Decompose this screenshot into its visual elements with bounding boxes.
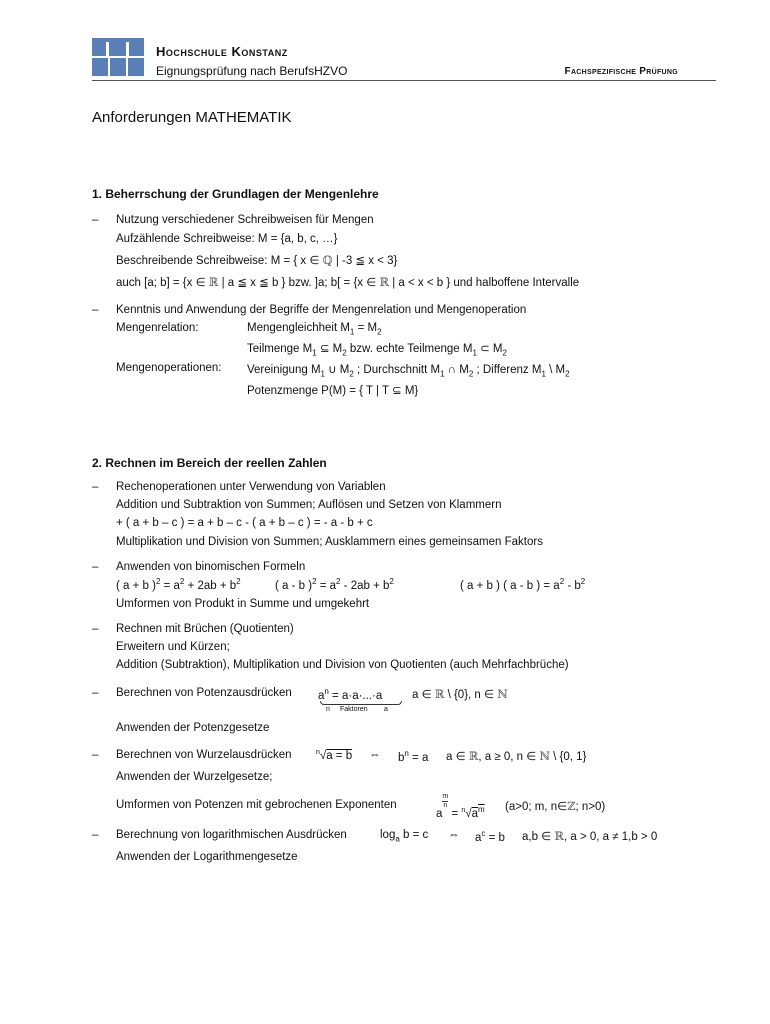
underbrace-n: n: [326, 706, 330, 713]
binomial-formula-2: ( a - b )$^2 = a^2 - 2ab + b^2$: [275, 577, 394, 592]
s2-i6-line1: Berechnung von logarithmischen Ausdrücken: [116, 829, 347, 841]
s2-i3-line1: Rechnen mit Brüchen (Quotienten): [116, 623, 294, 635]
root-condition: a ∈ ℝ, a ≥ 0, n ∈ ℕ \ {0, 1}: [446, 749, 587, 763]
mengenoperationen: Vereinigung $M_1$ ∪ $M_2$ ; Durchschnitt $M_1$ ∩ $M_2$ ; Differenz $M_1$ \ $M_2$: [247, 364, 570, 379]
header-right: Fachspezifische Prüfung: [564, 66, 678, 77]
header-subtitle: Eignungsprüfung nach BerufsHZVO: [156, 64, 348, 78]
page-title: Anforderungen MATHEMATIK: [92, 109, 292, 126]
teilmenge: Teilmenge $M_1$ ⊆ $M_2$ bzw. echte Teilmenge $M_1$ ⊂ $M_2$: [247, 343, 507, 358]
header-rule: [92, 80, 716, 81]
s1-item1-line1: Nutzung verschiedener Schreibweisen für Mengen: [116, 214, 374, 226]
equivalence-arrow: ⇔: [369, 749, 381, 761]
equivalence-arrow: ⇔: [448, 829, 460, 841]
mengengleichheit: Mengengleichheit $M_1 = M_2$: [247, 322, 382, 337]
underbrace: [320, 701, 402, 705]
s2-i4-line1: Berechnen von Potenzausdrücken: [116, 687, 292, 699]
log-condition: a,b ∈ ℝ, a > 0, a ≠ 1,b > 0: [522, 829, 658, 843]
s2-i5-line2: Anwenden der Wurzelgesetze;: [116, 771, 273, 783]
fractional-power: a $\frac{m}{n}$ = $^n√a^m$: [436, 793, 485, 820]
s1-item1-line4: auch [a; b] = {x ∈ ℝ | a ≦ x ≦ b } bzw. ]a; b[ = {x ∈ ℝ | a < x < b } und halboffene Intervalle: [116, 275, 580, 289]
s2-i5-line1: Berechnen von Wurzelausdrücken: [116, 749, 292, 761]
bullet-dash: –: [92, 687, 99, 699]
root-power: $b^n = a$: [398, 749, 429, 764]
s2-i2-line3: Umformen von Produkt in Summe und umgekehrt: [116, 598, 370, 610]
power-condition: a ∈ ℝ \ {0}, n ∈ ℕ: [412, 687, 508, 701]
section2-heading: 2. Rechnen im Bereich der reellen Zahlen: [92, 456, 327, 470]
power-expression: $a^n = a\cdot a\cdot...\cdot a$: [318, 687, 383, 702]
s2-i6-line2: Anwenden der Logarithmengesetze: [116, 851, 298, 863]
university-logo-icon: [92, 38, 144, 76]
root-expression: $^n$√a = b: [316, 749, 353, 762]
bullet-dash: –: [92, 481, 99, 493]
bullet-dash: –: [92, 561, 99, 573]
bullet-dash: –: [92, 623, 99, 635]
bullet-dash: –: [92, 749, 99, 761]
s2-i4-line2: Anwenden der Potenzgesetze: [116, 722, 270, 734]
s2-i3-line3: Addition (Subtraktion), Multiplikation und Division von Quotienten (auch Mehrfachbrüche): [116, 659, 569, 671]
binomial-formula-3: ( a + b ) ( a - b ) = $a^2 - b^2$: [460, 577, 586, 592]
s1-item1-line3: Beschreibende Schreibweise: M = { x ∈ ℚ | -3 ≦ x < 3}: [116, 253, 398, 267]
mengenoperationen-label: Mengenoperationen:: [116, 362, 222, 374]
s2-i1-line1: Rechenoperationen unter Verwendung von Variablen: [116, 481, 386, 493]
log-expression: $\log_a b = c$: [380, 829, 429, 844]
fractional-condition: (a>0; m, n∈ℤ; n>0): [505, 799, 606, 813]
s1-item1-line2: Aufzählende Schreibweise: M = {a, b, c, …}: [116, 233, 338, 245]
potenzmenge: Potenzmenge P(M) = { T | T ⊆ M}: [247, 385, 419, 397]
s1-item2-line1: Kenntnis und Anwendung der Begriffe der Mengenrelation und Mengenoperation: [116, 304, 527, 316]
s2-i1-line4: Multiplikation und Division von Summen; Ausklammern eines gemeinsamen Faktors: [116, 536, 543, 548]
underbrace-faktoren: Faktoren: [340, 706, 368, 713]
binomial-formula-1: ( a + b )$^2 = a^2 + 2ab + b^2$: [116, 577, 241, 592]
bullet-dash: –: [92, 304, 99, 316]
s2-i1-line3: + ( a + b – c ) = a + b – c - ( a + b – c ) = - a - b + c: [116, 517, 373, 529]
section1-heading: 1. Beherrschung der Grundlagen der Mengenlehre: [92, 187, 379, 201]
s2-i2-line1: Anwenden von binomischen Formeln: [116, 561, 306, 573]
s2-i3-line2: Erweitern und Kürzen;: [116, 641, 230, 653]
bullet-dash: –: [92, 214, 99, 226]
bullet-dash: –: [92, 829, 99, 841]
s2-i1-line2: Addition und Subtraktion von Summen; Auflösen und Setzen von Klammern: [116, 499, 502, 511]
s2-i5-line3: Umformen von Potenzen mit gebrochenen Exponenten: [116, 799, 397, 811]
institution-name: Hochschule Konstanz: [156, 44, 288, 59]
underbrace-a: a: [384, 706, 388, 713]
mengenrelation-label: Mengenrelation:: [116, 322, 199, 334]
log-power: $a^c = b$: [475, 829, 505, 844]
